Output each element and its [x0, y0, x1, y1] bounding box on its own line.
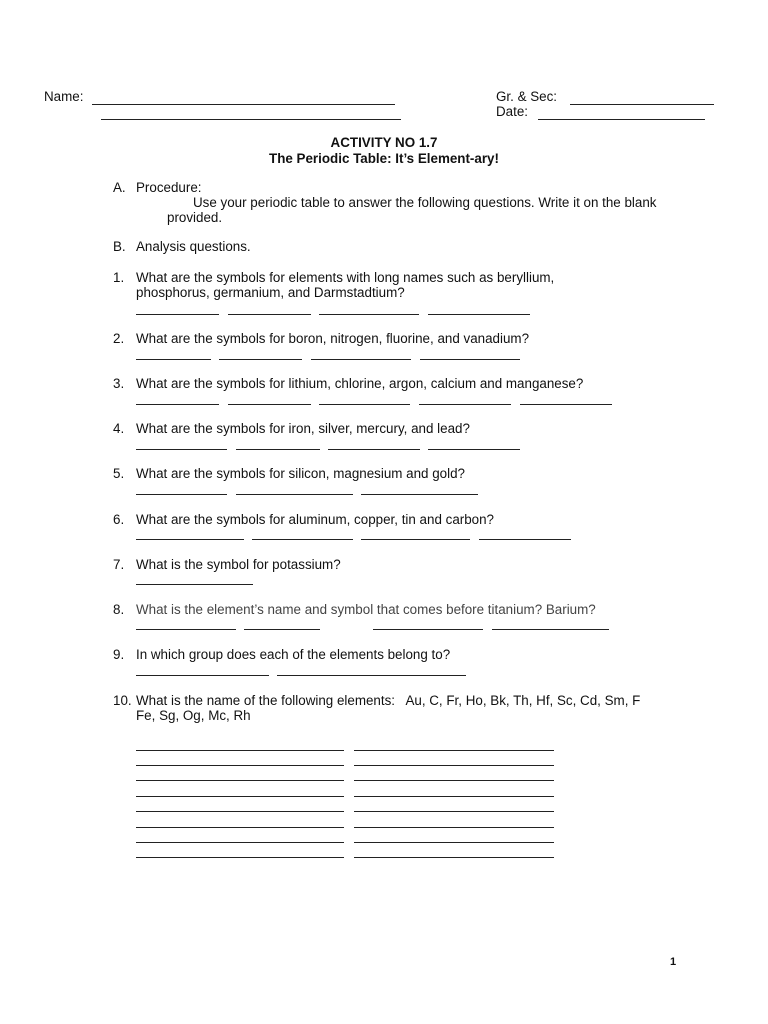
- question-number: 9.: [113, 647, 125, 662]
- section-b-marker: B.: [113, 239, 126, 254]
- answer-blank[interactable]: [354, 750, 554, 751]
- answer-blank[interactable]: [136, 539, 244, 540]
- question-number: 2.: [113, 331, 125, 346]
- answer-blank[interactable]: [228, 314, 311, 315]
- answer-blank[interactable]: [136, 827, 344, 828]
- answer-blank[interactable]: [354, 842, 554, 843]
- answer-blank[interactable]: [219, 359, 302, 360]
- date-blank[interactable]: [538, 119, 705, 120]
- answer-blank[interactable]: [136, 765, 344, 766]
- answer-blank[interactable]: [136, 449, 227, 450]
- question-number: 6.: [113, 512, 125, 527]
- answer-blank[interactable]: [328, 449, 420, 450]
- question-text-continued: phosphorus, germanium, and Darmstadtium?: [136, 285, 405, 300]
- answer-blank[interactable]: [311, 359, 411, 360]
- answer-blank[interactable]: [520, 404, 612, 405]
- section-a-marker: A.: [113, 180, 126, 195]
- question-text: What is the name of the following elements: Au, C, Fr, Ho, Bk, Th, Hf, Sc, Cd, Sm, F: [136, 693, 641, 708]
- answer-blank[interactable]: [136, 857, 344, 858]
- answer-blank[interactable]: [136, 404, 219, 405]
- procedure-text: Use your periodic table to answer the following questions. Write it on the blank: [193, 195, 657, 210]
- answer-blank[interactable]: [319, 314, 419, 315]
- name-blank-2[interactable]: [101, 119, 401, 120]
- answer-blank[interactable]: [136, 584, 253, 585]
- question-number: 5.: [113, 466, 125, 481]
- answer-blank[interactable]: [361, 539, 470, 540]
- question-text: What are the symbols for boron, nitrogen, fluorine, and vanadium?: [136, 331, 530, 346]
- question-number: 10.: [113, 693, 132, 708]
- question-text: What are the symbols for aluminum, copper, tin and carbon?: [136, 512, 495, 527]
- answer-blank[interactable]: [136, 796, 344, 797]
- answer-blank[interactable]: [354, 827, 554, 828]
- answer-blank[interactable]: [136, 842, 344, 843]
- answer-blank[interactable]: [428, 314, 530, 315]
- answer-blank[interactable]: [479, 539, 571, 540]
- question-text: What are the symbols for silicon, magnesium and gold?: [136, 466, 465, 481]
- answer-blank[interactable]: [136, 675, 269, 676]
- activity-number: ACTIVITY NO 1.7: [330, 135, 438, 150]
- answer-blank[interactable]: [319, 404, 410, 405]
- question-text: What is the symbol for potassium?: [136, 557, 341, 572]
- answer-blank[interactable]: [136, 811, 344, 812]
- question-number: 7.: [113, 557, 125, 572]
- answer-blank[interactable]: [252, 539, 353, 540]
- grade-section-label: Gr. & Sec:: [496, 89, 558, 104]
- question-number: 1.: [113, 270, 125, 285]
- answer-blank[interactable]: [136, 494, 227, 495]
- question-number: 4.: [113, 421, 125, 436]
- page-number: 1: [670, 956, 677, 968]
- answer-blank[interactable]: [361, 494, 478, 495]
- answer-blank[interactable]: [428, 449, 520, 450]
- answer-blank[interactable]: [236, 449, 320, 450]
- activity-title: The Periodic Table: It’s Element-ary!: [269, 151, 499, 166]
- section-a-label: Procedure:: [136, 180, 202, 195]
- question-text: What are the symbols for lithium, chlorine, argon, calcium and manganese?: [136, 376, 584, 391]
- answer-blank[interactable]: [354, 811, 554, 812]
- answer-blank[interactable]: [354, 796, 554, 797]
- grade-section-blank[interactable]: [570, 104, 714, 105]
- answer-blank[interactable]: [136, 314, 219, 315]
- answer-blank[interactable]: [228, 404, 311, 405]
- answer-blank[interactable]: [373, 629, 483, 630]
- question-text: What is the element’s name and symbol that comes before titanium? Barium?: [136, 602, 596, 617]
- answer-blank[interactable]: [419, 404, 511, 405]
- answer-blank[interactable]: [136, 359, 211, 360]
- question-text: What are the symbols for iron, silver, mercury, and lead?: [136, 421, 470, 436]
- question-text-continued: Fe, Sg, Og, Mc, Rh: [136, 708, 251, 723]
- question-number: 3.: [113, 376, 125, 391]
- answer-blank[interactable]: [354, 765, 554, 766]
- name-label: Name:: [44, 89, 84, 104]
- name-blank[interactable]: [92, 104, 395, 105]
- section-b-label: Analysis questions.: [136, 239, 251, 254]
- date-label: Date:: [496, 104, 529, 119]
- answer-blank[interactable]: [136, 780, 344, 781]
- answer-blank[interactable]: [420, 359, 520, 360]
- answer-blank[interactable]: [236, 494, 353, 495]
- answer-blank[interactable]: [354, 857, 554, 858]
- answer-blank[interactable]: [354, 780, 554, 781]
- question-text: What are the symbols for elements with long names such as beryllium,: [136, 270, 555, 285]
- answer-blank[interactable]: [136, 750, 344, 751]
- question-text: In which group does each of the elements belong to?: [136, 647, 451, 662]
- answer-blank[interactable]: [492, 629, 609, 630]
- procedure-text-continued: provided.: [167, 210, 223, 225]
- answer-blank[interactable]: [136, 629, 236, 630]
- question-number: 8.: [113, 602, 125, 617]
- answer-blank[interactable]: [277, 675, 466, 676]
- answer-blank[interactable]: [244, 629, 320, 630]
